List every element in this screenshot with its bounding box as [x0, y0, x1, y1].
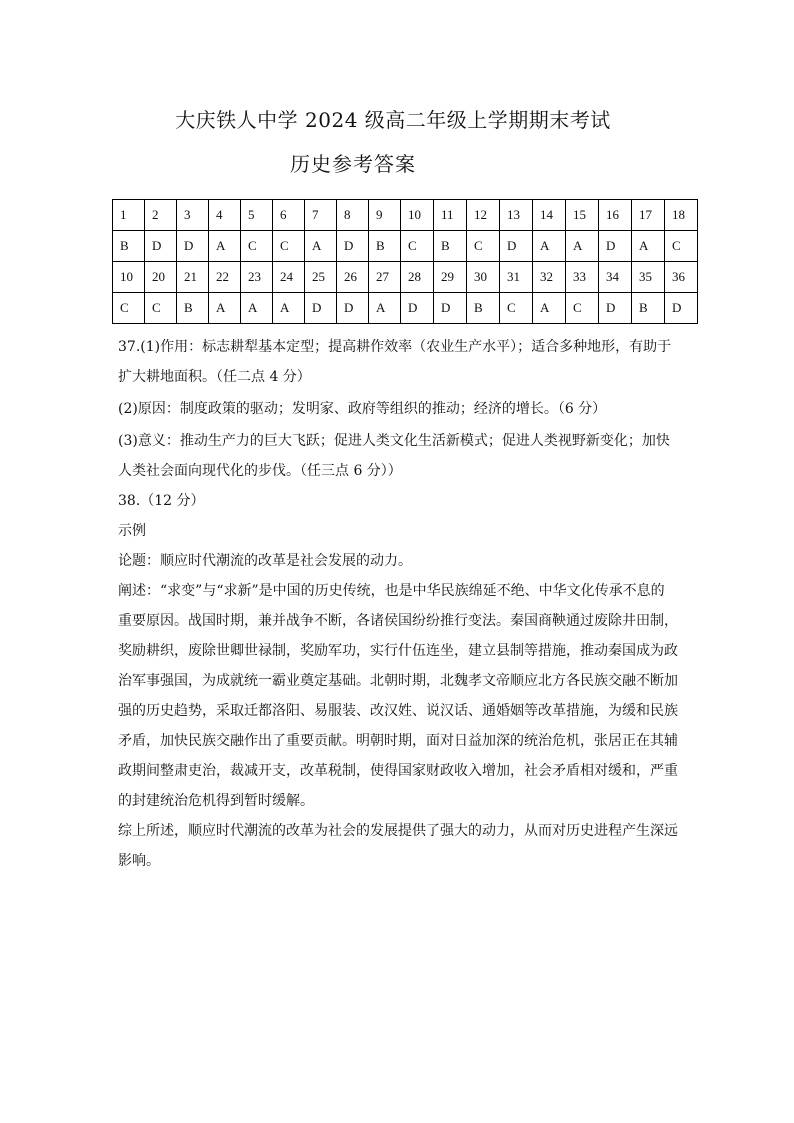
answer-cell: D — [337, 293, 369, 324]
answer-cell: 10 — [401, 200, 434, 231]
q38-example-label: 示例 — [118, 523, 146, 539]
answer-cell: 14 — [533, 200, 566, 231]
answer-cell: 33 — [566, 262, 599, 293]
answer-row — [113, 262, 698, 293]
answer-cell: 3 — [177, 200, 209, 231]
answer-cell: B — [632, 293, 665, 324]
answer-cell: B — [434, 231, 467, 262]
answer-cell: 20 — [145, 262, 177, 293]
answer-cell: 32 — [533, 262, 566, 293]
q38-argument: 阐述：“求变”与“求新”是中国的历史传统，也是中华民族绵延不绝、中华文化传承不息的重要原因。战国时期，兼并战争不断，各诸侯国纷纷推行变法。秦国商鞅通过废除井田制，奖励耕织，废除世卿世禄制，奖励军功，实行什伍连坐，建立县制等措施，推动秦国成为政治军事强国，为成就统一霸业奠定基础。北朝时期，北魏孝文帝顺应北方各民族交融不断加强的历史趋势，采取迁都洛阳、易服装、改汉姓、说汉话、通婚姻等改革措施，为缓和民族矛盾，加快民族交融作出了重要贡献。明朝时期，面对日益加深的统治危机，张居正在其辅政期间整肃吏治，裁减开支，改革税制，使得国家财政收入增加，社会矛盾相对缓和，严重的封建统治危机得到暂时缓解。 — [118, 583, 678, 809]
answer-cell: 7 — [305, 200, 337, 231]
answer-key-subtitle: 历史参考答案 — [290, 152, 416, 176]
answer-cell: 18 — [665, 200, 698, 231]
answer-cell: 23 — [241, 262, 273, 293]
answer-cell: 29 — [434, 262, 467, 293]
q37-part1: 37.(1)作用：标志耕犁基本定型；提高耕作效率（农业生产水平）；适合多种地形，有助于扩大耕地面积。（任二点 4 分） — [118, 339, 672, 385]
answer-cell: A — [632, 231, 665, 262]
q38-conclusion: 综上所述，顺应时代潮流的改革为社会的发展提供了强大的动力，从而对历史进程产生深远影响。 — [118, 823, 678, 869]
answer-cell: C — [145, 293, 177, 324]
answer-cell: 36 — [665, 262, 698, 293]
answer-cell: A — [369, 293, 401, 324]
answer-cell: 12 — [467, 200, 500, 231]
answer-cell: 2 — [145, 200, 177, 231]
answer-cell: D — [500, 231, 533, 262]
answer-cell: B — [467, 293, 500, 324]
answer-cell: 4 — [209, 200, 241, 231]
answer-cell: 22 — [209, 262, 241, 293]
answer-cell: 17 — [632, 200, 665, 231]
answer-cell: 9 — [369, 200, 401, 231]
answer-row — [113, 231, 698, 262]
answer-cell: 34 — [599, 262, 632, 293]
answer-cell: D — [305, 293, 337, 324]
answer-cell: A — [273, 293, 305, 324]
q37-part3: (3)意义：推动生产力的巨大飞跃；促进人类文化生活新模式；促进人类视野新变化；加快人类社会面向现代化的步伐。（任三点 6 分）） — [118, 433, 670, 479]
answer-cell: C — [665, 231, 698, 262]
answer-cell: A — [533, 231, 566, 262]
answer-cell: 10 — [113, 262, 145, 293]
answer-cell: 27 — [369, 262, 401, 293]
answer-row — [113, 200, 698, 231]
answer-cell: 15 — [566, 200, 599, 231]
answer-cell: C — [401, 231, 434, 262]
answer-cell: D — [599, 231, 632, 262]
answer-cell: 25 — [305, 262, 337, 293]
answer-cell: 31 — [500, 262, 533, 293]
q37-part2: (2)原因：制度政策的驱动；发明家、政府等组织的推动；经济的增长。（6 分） — [118, 401, 607, 417]
answer-cell: 28 — [401, 262, 434, 293]
answer-cell: 30 — [467, 262, 500, 293]
answer-cell: A — [305, 231, 337, 262]
answer-cell: D — [665, 293, 698, 324]
answer-cell: 35 — [632, 262, 665, 293]
answer-cell: A — [566, 231, 599, 262]
answer-cell: B — [113, 231, 145, 262]
answer-cell: C — [500, 293, 533, 324]
answer-cell: 11 — [434, 200, 467, 231]
answer-cell: B — [177, 293, 209, 324]
answer-cell: D — [145, 231, 177, 262]
answer-cell: D — [599, 293, 632, 324]
answer-cell: A — [241, 293, 273, 324]
answer-cell: 26 — [337, 262, 369, 293]
answer-cell: 5 — [241, 200, 273, 231]
q38-thesis: 论题：顺应时代潮流的改革是社会发展的动力。 — [118, 553, 412, 569]
answer-cell: B — [369, 231, 401, 262]
answer-cell: A — [533, 293, 566, 324]
answer-cell: C — [467, 231, 500, 262]
answer-cell: C — [273, 231, 305, 262]
answer-cell: 13 — [500, 200, 533, 231]
exam-title-text: 大庆铁人中学 2024 级高二年级上学期期末考试 — [175, 108, 611, 132]
answer-cell: 24 — [273, 262, 305, 293]
answer-cell: 21 — [177, 262, 209, 293]
answer-cell: C — [241, 231, 273, 262]
answer-cell: D — [177, 231, 209, 262]
answer-cell: C — [566, 293, 599, 324]
answer-content — [118, 332, 678, 876]
answer-cell: A — [209, 231, 241, 262]
q38-heading: 38.（12 分） — [118, 493, 205, 509]
answer-cell: C — [113, 293, 145, 324]
answer-cell: 1 — [113, 200, 145, 231]
answer-cell: A — [209, 293, 241, 324]
answer-cell: 16 — [599, 200, 632, 231]
answer-cell: 6 — [273, 200, 305, 231]
answer-cell: D — [401, 293, 434, 324]
answer-cell: D — [434, 293, 467, 324]
answer-table — [112, 199, 698, 324]
answer-row — [113, 293, 698, 324]
exam-title — [0, 104, 794, 133]
answer-cell: 8 — [337, 200, 369, 231]
answer-cell: D — [337, 231, 369, 262]
